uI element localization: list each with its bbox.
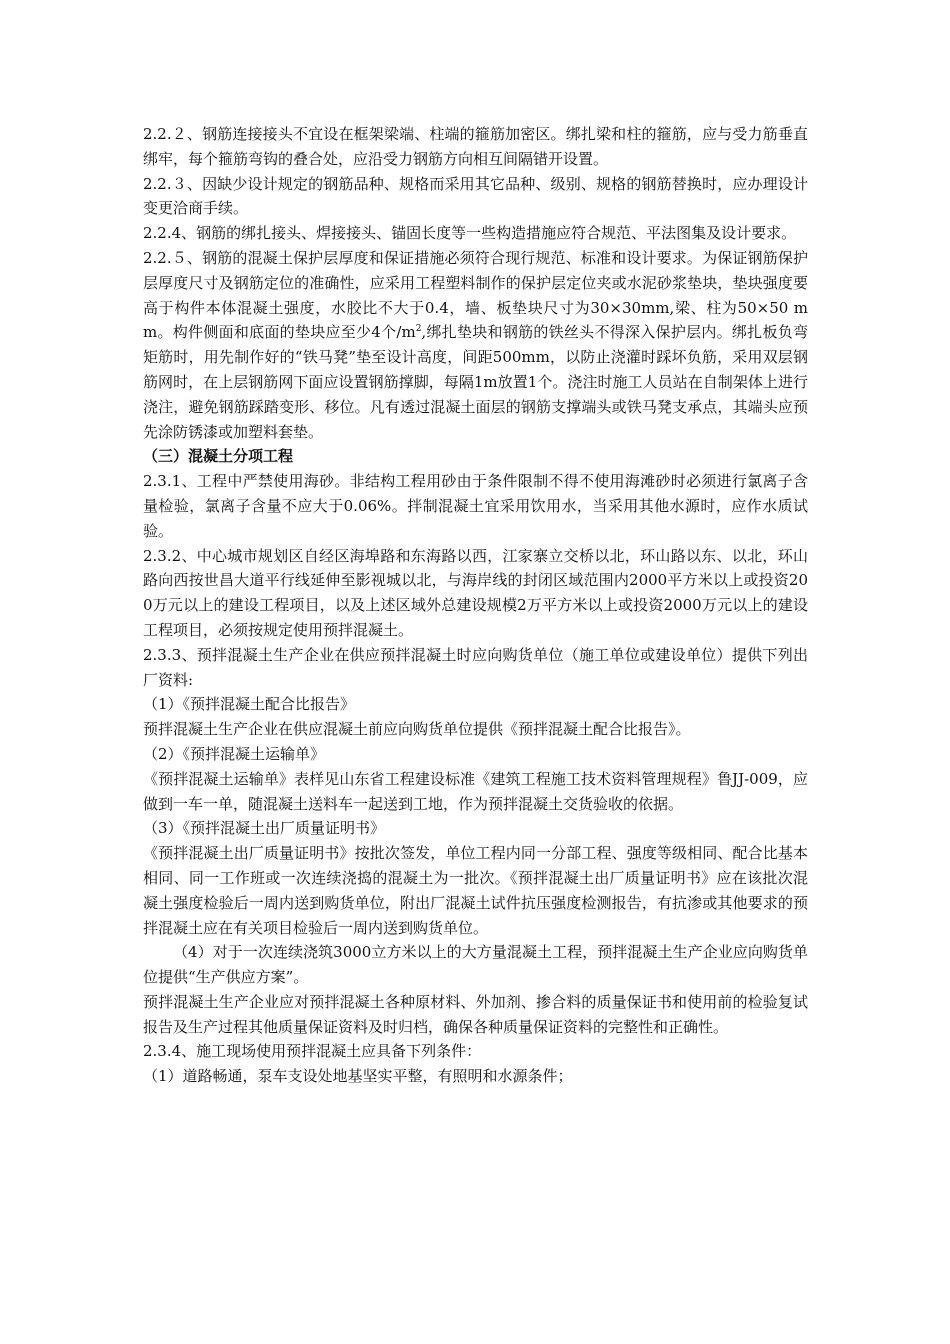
section-2-3-2: 2.3.2、中心城市规划区自经区海埠路和东海路以西，江家寨立交桥以北，环山路以东、以北，环山路向西按世昌大道平行线延伸至影视城以北，与海岸线的封闭区域范围内2000平方米以上或投资200万元以上的建设工程项目，以及上述区域外总建设规模2万平方米以上或投资2000万元以上的建设工程项目，必须按规定使用预拌混凝土。 <box>143 546 808 639</box>
section-2-2-5-part-b: ,绑扎垫块和钢筋的铁丝头不得深入保护层内。绑扎板负弯矩筋时，用先制作好的“铁马凳”垫至设计高度，间距500mm，以防止浇灌时踩坏负筋，采用双层钢筋网时，在上层钢筋网下面应设置钢筋撑脚，每隔1m放置1个。浇注时施工人员站在自制架体上进行浇注，避免钢筋踩踏变形、移位。凡有透过混凝土面层的钢筋支撑端头或铁马凳支承点，其端头应预先涂防锈漆或加塑料套垫。 <box>143 323 809 441</box>
item-3-title: （3）《预拌混凝土出厂质量证明书》 <box>143 819 386 838</box>
section-2-3-4-item-1: （1）道路畅通，泵车支设处地基坚实平整，有照明和水源条件； <box>143 1067 573 1086</box>
item-1-title: （1）《预拌混凝土配合比报告》 <box>143 695 356 714</box>
item-2-body: 《预拌混凝土运输单》表样见山东省工程建设标准《建筑工程施工技术资料管理规程》鲁JJ-009，应做到一车一单，随混凝土送料车一起送到工地，作为预拌混凝土交货验收的依据。 <box>143 769 808 813</box>
item-3-body: 《预拌混凝土出厂质量证明书》按批次签发，单位工程内同一分部工程、强度等级相同、配合比基本相同、同一工作班或一次连续浇捣的混凝土为一批次。《预拌混凝土出厂质量证明书》应在该批次混凝土强度检验后一周内送到购货单位，附出厂混凝土试件抗压强度检测报告，有抗渗或其他要求的预拌混凝土应在有关项目检验后一周内送到购货单位。 <box>143 844 808 937</box>
section-2-3-4: 2.3.4、施工现场使用预拌混凝土应具备下列条件： <box>143 1042 482 1061</box>
section-2-2-3: 2.2.３、因缺少设计规定的钢筋品种、规格而采用其它品种、级别、规格的钢筋替换时，应办理设计变更洽商手续。 <box>143 174 808 218</box>
section-2-2-5 <box>143 246 808 444</box>
item-2-title: （2）《预拌混凝土运输单》 <box>143 744 326 763</box>
document-page <box>143 122 808 1089</box>
section-2-2-4: 2.2.4、钢筋的绑扎接头、焊接接头、锚固长度等一些构造措施应符合规范、平法图集及设计要求。 <box>143 224 797 243</box>
section-2-3-3: 2.3.3、预拌混凝土生产企业在供应预拌混凝土时应向购货单位（施工单位或建设单位）提供下列出厂资料: <box>143 645 808 689</box>
heading-concrete-works: （三）混凝土分项工程 <box>143 447 294 466</box>
item-4: （4）对于一次连续浇筑3000立方米以上的大方量混凝土工程，预拌混凝土生产企业应向购货单位提供“生产供应方案”。 <box>143 943 808 987</box>
item-1-body: 预拌混凝土生产企业在供应混凝土前应向购货单位提供《预拌混凝土配合比报告》。 <box>143 720 691 739</box>
section-2-3-1: 2.3.1、工程中严禁使用海砂。非结构工程用砂由于条件限制不得不使用海滩砂时必须进行氯离子含量检验，氯离子含量不应大于0.06%。拌制混凝土宜采用饮用水，当采用其他水源时，应作水质试验。 <box>143 472 808 540</box>
superscript-squared: 2 <box>415 324 422 335</box>
paragraph-quality-records: 预拌混凝土生产企业应对预拌混凝土各种原材料、外加剂、掺合料的质量保证书和使用前的检验复试报告及生产过程其他质量保证资料及时归档，确保各种质量保证资料的完整性和正确性。 <box>143 992 808 1036</box>
section-2-2-2: 2.2.２、钢筋连接接头不宜设在框架梁端、柱端的箍筋加密区。绑扎梁和柱的箍筋，应与受力筋垂直绑牢，每个箍筋弯钩的叠合处，应沿受力钢筋方向相互间隔错开设置。 <box>143 125 808 168</box>
section-2-2-5-part-a: 2.2.５、钢筋的混凝土保护层厚度和保证措施必须符合现行规范、标准和设计要求。为保证钢筋保护层厚度尺寸及钢筋定位的准确性，应采用工程塑料制作的保护层定位夹或水泥砂浆垫块，垫块强度要高于构件本体混凝土强度，水胶比不大于0.4，墙、板垫块尺寸为30×30mm,梁、柱为50×50 mm。构件侧面和底面的垫块应至少4个/m <box>143 248 808 342</box>
